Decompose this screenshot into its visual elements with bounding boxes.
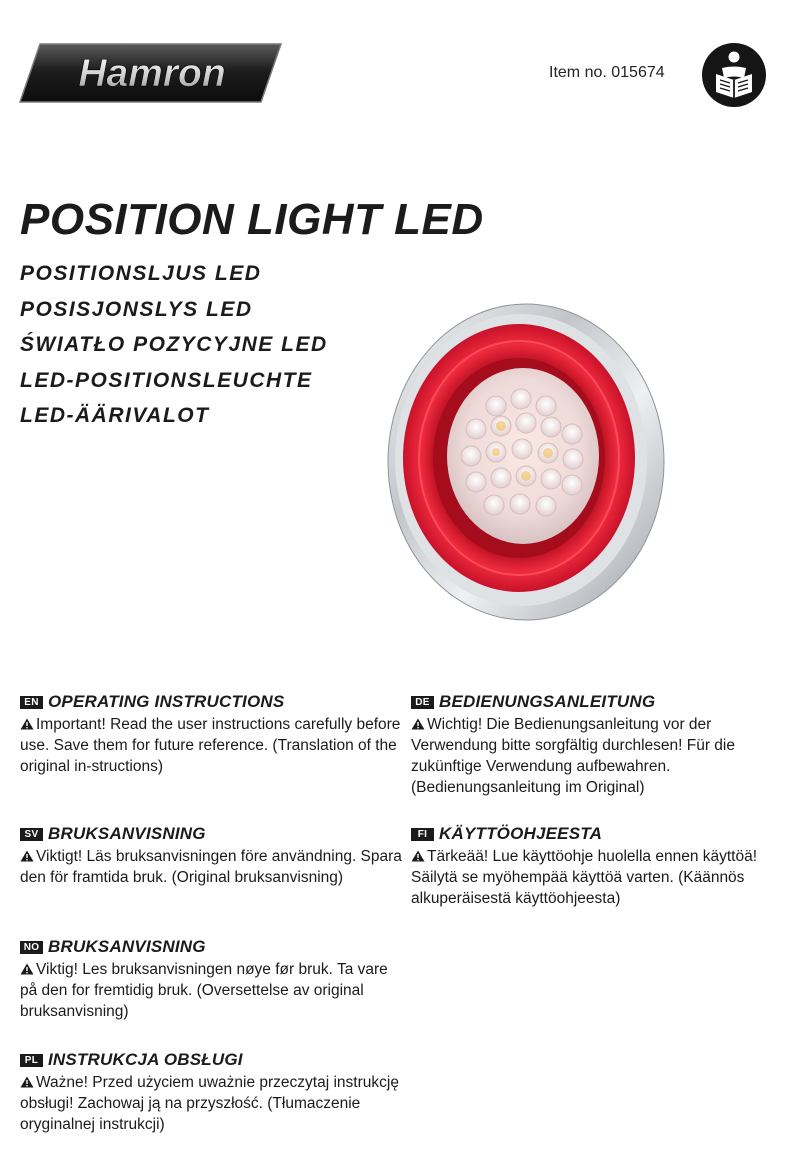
section-title-pl: INSTRUKCJA OBSŁUGI: [48, 1050, 243, 1069]
section-title-fi: KÄYTTÖOHJEESTA: [439, 824, 603, 843]
section-title-sv: BRUKSANVISNING: [48, 824, 206, 843]
section-pl: [20, 1048, 405, 1135]
lang-tag-fi: FI: [411, 828, 434, 841]
section-text-pl: Ważne! Przed użyciem uważnie przeczytaj instrukcję obsługi! Zachowaj ją na przyszłość. (Tłumaczenie oryginalnej instrukcji): [20, 1074, 399, 1133]
section-text-sv: Viktigt! Läs bruksanvisningen före användning. Spara den för framtida bruk. (Original bruksanvisning): [20, 848, 402, 886]
section-title-de: BEDIENUNGSANLEITUNG: [439, 692, 656, 711]
subtitle-pl: ŚWIATŁO POZYCYJNE LED: [20, 333, 328, 356]
subtitle-no: POSISJONSLYS LED: [20, 297, 253, 321]
subtitle-de: LED-POSITIONSLEUCHTE: [20, 368, 313, 392]
section-en: [20, 690, 405, 777]
section-title-no: BRUKSANVISNING: [48, 937, 206, 956]
subtitle-sv: POSITIONSLJUS LED: [20, 262, 262, 285]
section-text-no: Viktig! Les bruksanvisningen nøye før bruk. Ta vare på den for fremtidig bruk. (Oversettelse av original bruksanvisning): [20, 961, 388, 1020]
warning-icon: [20, 850, 34, 862]
read-manual-icon: [701, 42, 767, 108]
warning-icon: [20, 1076, 34, 1088]
subtitle-fi: LED-ÄÄRIVALOT: [20, 404, 210, 427]
page-title: POSITION LIGHT LED: [20, 195, 484, 244]
product-image-led-light: [376, 296, 668, 624]
translated-titles: [20, 259, 328, 437]
section-text-fi: Tärkeää! Lue käyttöohje huolella ennen käyttöä! Säilytä se myöhempää käyttöä varten. (Käännös alkuperäisestä käyttöohjeesta): [411, 848, 758, 907]
section-text-en: Important! Read the user instructions carefully before use. Save them for future reference. (Translation of the original in-structions): [20, 716, 401, 775]
section-text-de: Wichtig! Die Bedienungsanleitung vor der Verwendung bitte sorgfältig durchlesen! Für die zukünftige Verwendung aufbewahren. (Bedienungsanleitung im Original): [411, 716, 735, 796]
section-no: [20, 935, 405, 1022]
section-fi: [411, 822, 801, 909]
lang-tag-no: NO: [20, 941, 43, 954]
section-de: [411, 690, 796, 798]
section-sv: [20, 822, 405, 888]
item-number: Item no. 015674: [549, 64, 665, 81]
warning-icon: [20, 718, 34, 730]
warning-icon: [411, 850, 425, 862]
section-title-en: OPERATING INSTRUCTIONS: [48, 692, 285, 711]
warning-icon: [411, 718, 425, 730]
lang-tag-en: EN: [20, 696, 43, 709]
hamron-logo: [18, 42, 283, 104]
lang-tag-sv: SV: [20, 828, 43, 841]
lang-tag-de: DE: [411, 696, 434, 709]
lang-tag-pl: PL: [20, 1054, 43, 1067]
warning-icon: [20, 963, 34, 975]
brand-name: Hamron: [78, 52, 226, 95]
